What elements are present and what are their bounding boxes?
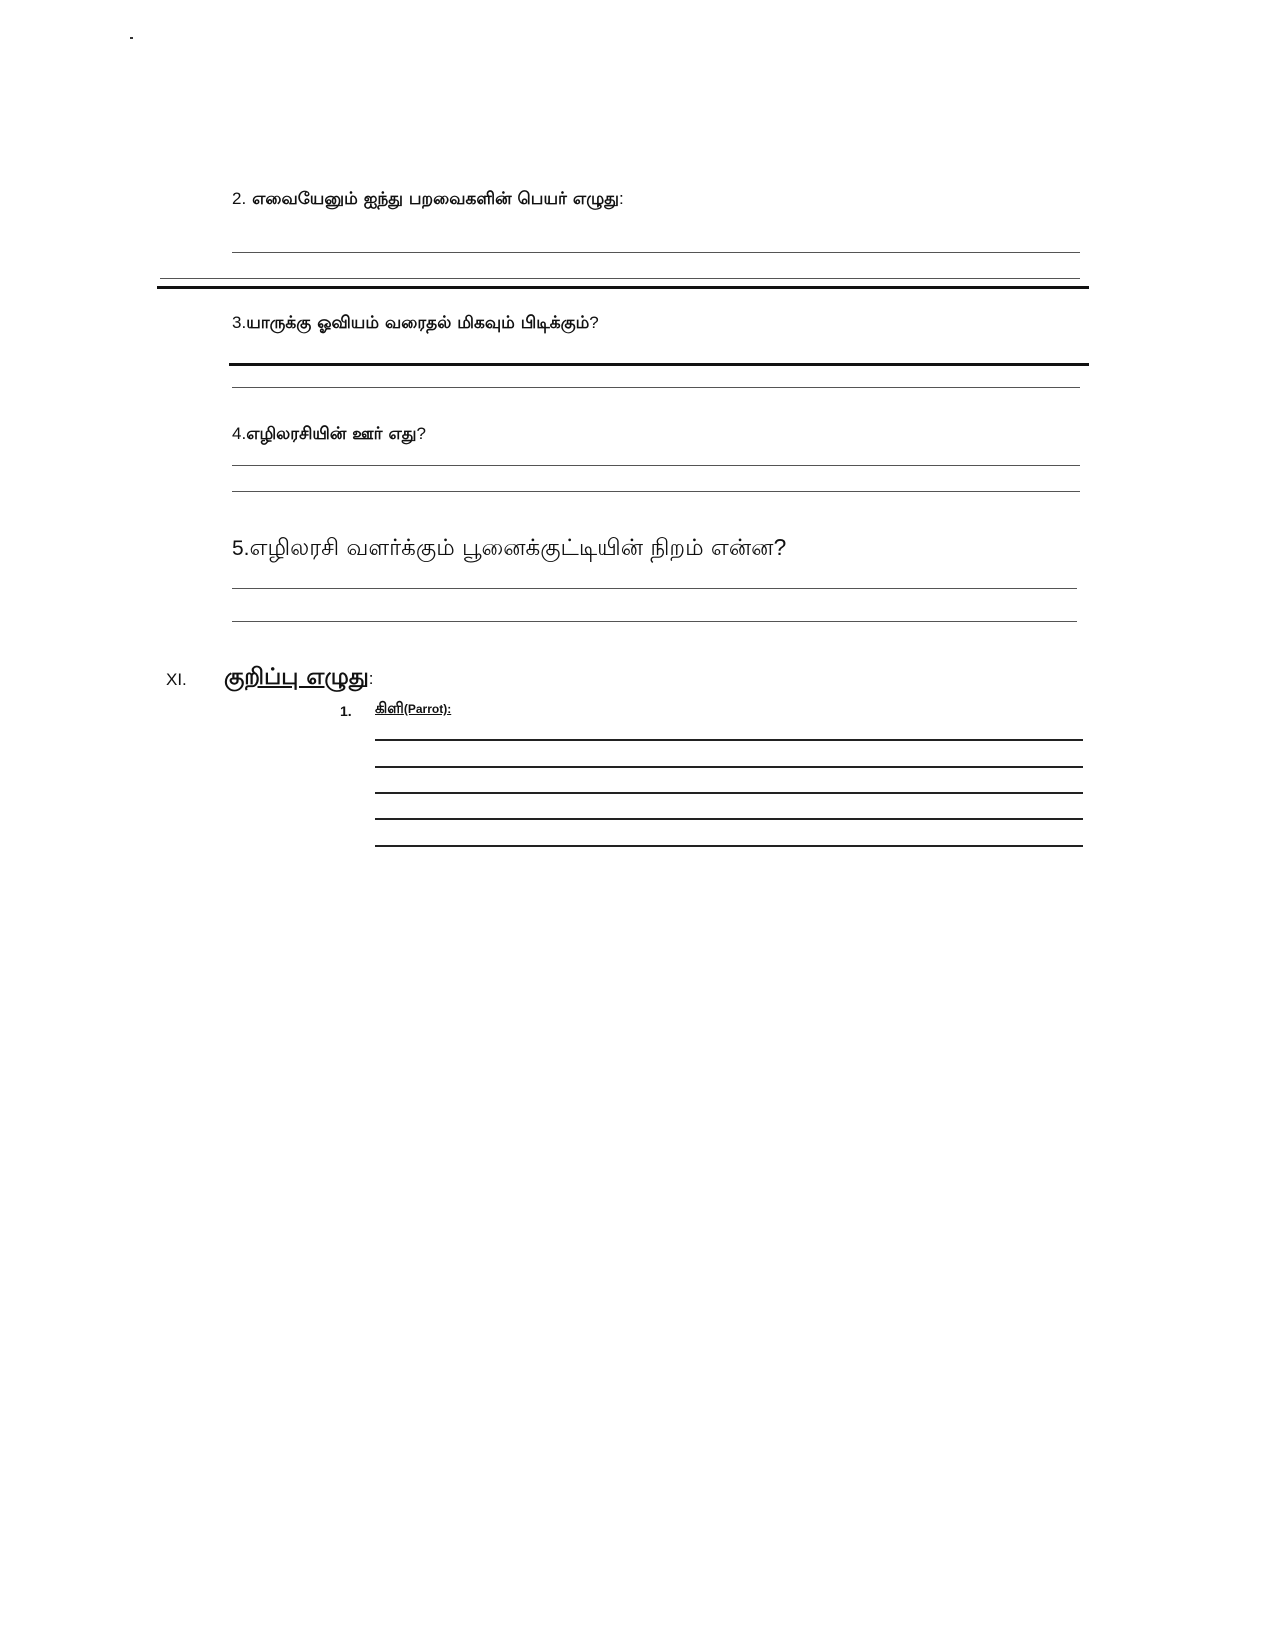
answer-line[interactable] [375, 792, 1083, 794]
question-5-number: 5. [232, 537, 250, 560]
section-title: குறிப்பு எழுது [224, 664, 369, 690]
answer-line[interactable] [232, 621, 1077, 622]
section-divider [157, 286, 1089, 289]
section-number: XI. [166, 670, 187, 689]
question-2-suffix: : [619, 189, 624, 208]
answer-line[interactable] [375, 845, 1083, 847]
answer-line[interactable] [160, 278, 1080, 279]
answer-line[interactable] [232, 491, 1080, 492]
question-3-text: யாருக்கு ஓவியம் வரைதல் மிகவும் பிடிக்கும் [246, 313, 590, 333]
answer-line[interactable] [375, 766, 1083, 768]
answer-line[interactable] [375, 818, 1083, 820]
answer-line[interactable] [229, 363, 1089, 366]
scan-speck [130, 37, 133, 39]
answer-line[interactable] [232, 387, 1080, 388]
question-3 [232, 313, 599, 335]
item-number: 1. [340, 703, 352, 719]
answer-line[interactable] [375, 739, 1083, 741]
question-3-number: 3. [232, 313, 247, 332]
answer-line[interactable] [232, 588, 1077, 589]
section-heading [224, 664, 374, 693]
question-4-number: 4. [232, 424, 247, 443]
section-colon: : [368, 669, 374, 688]
question-5-suffix: ? [773, 534, 787, 560]
answer-line[interactable] [232, 465, 1080, 466]
question-2 [232, 189, 624, 211]
item-label [375, 699, 451, 719]
answer-line[interactable] [232, 252, 1080, 253]
question-2-text: எவையேனும் ஐந்து பறவைகளின் பெயர் எழுது [252, 189, 619, 209]
question-3-suffix: ? [589, 313, 599, 332]
question-4 [232, 424, 426, 446]
item-label-latin: (Parrot): [403, 702, 452, 716]
question-4-text: எழிலரசியின் ஊர் எது [246, 424, 417, 444]
question-2-number: 2. [232, 189, 247, 208]
question-5 [232, 534, 786, 564]
item-label-tamil: கிளி [375, 699, 404, 717]
question-4-suffix: ? [416, 424, 426, 443]
question-5-text: எழிலரசி வளர்க்கும் பூனைக்குட்டியின் நிறம் என்ன [249, 535, 774, 561]
